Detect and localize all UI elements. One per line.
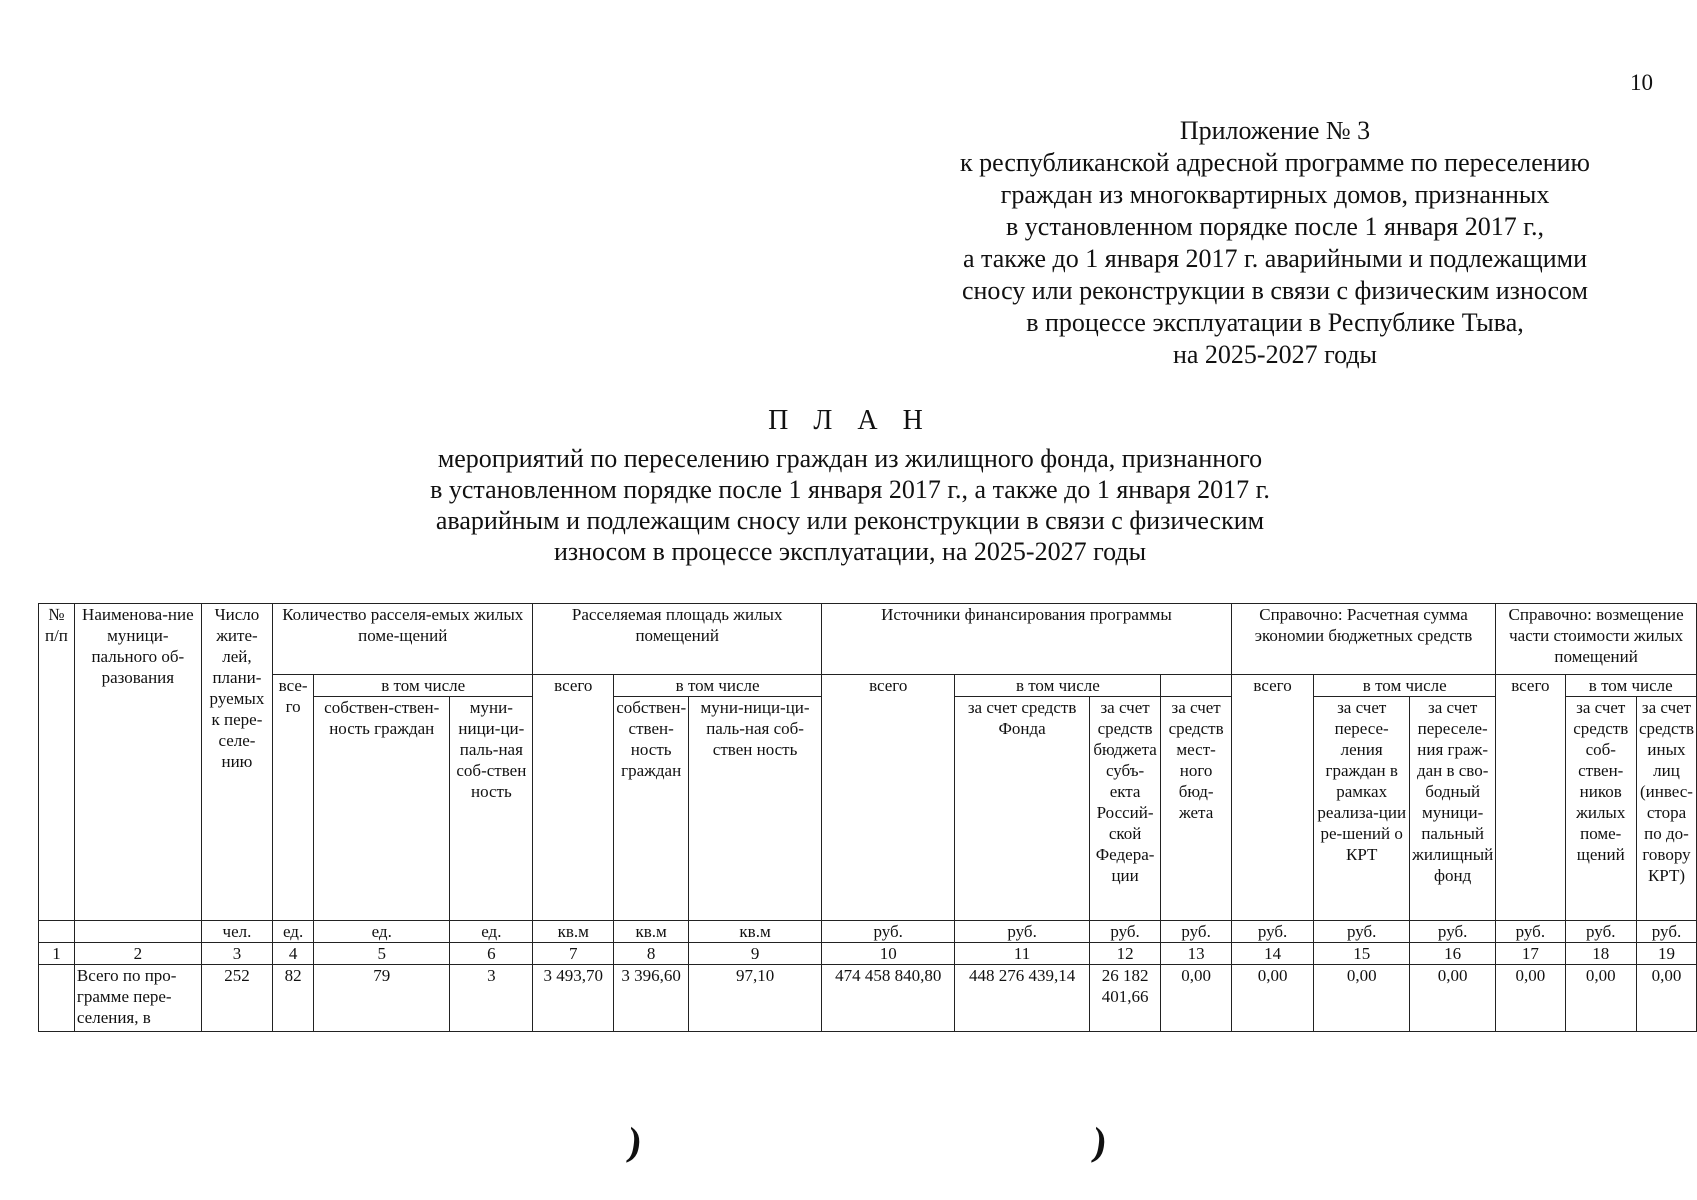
appendix-line: сносу или реконструкции в связи с физическим износом <box>961 276 1589 305</box>
column-number: 4 <box>273 943 314 965</box>
row-cell: 252 <box>201 965 272 1032</box>
row-cell: 97,10 <box>689 965 822 1032</box>
row-cell: 448 276 439,14 <box>955 965 1089 1032</box>
row-cell: 82 <box>273 965 314 1032</box>
header-rooms-own: собствен-ствен-ность граждан <box>314 697 450 921</box>
header-subject-budget: за счет средств бюджета субъ-екта Россий-ской Федера-ции <box>1089 697 1161 921</box>
signature-mark: ) <box>624 1118 645 1165</box>
row-cell: 0,00 <box>1636 965 1696 1032</box>
row-cell: 0,00 <box>1314 965 1410 1032</box>
header-fund: за счет средств Фонда <box>955 697 1089 921</box>
column-number: 3 <box>201 943 272 965</box>
unit-cell: руб. <box>1314 921 1410 943</box>
unit-cell: ед. <box>450 921 533 943</box>
column-number: 13 <box>1161 943 1232 965</box>
header-refund-total: всего <box>1496 675 1565 921</box>
header-area-municipal: муни-ници-ци-паль-ная соб-ствен ность <box>689 697 822 921</box>
header-refund-incl: в том числе <box>1565 675 1697 697</box>
header-rooms-total: все-го <box>273 675 314 921</box>
plan-table <box>38 603 1697 1032</box>
column-number: 18 <box>1565 943 1636 965</box>
unit-cell: руб. <box>1410 921 1496 943</box>
column-number: 17 <box>1496 943 1565 965</box>
column-number: 11 <box>955 943 1089 965</box>
row-cell: 3 <box>450 965 533 1032</box>
header-finance-incl: в том числе <box>955 675 1161 697</box>
row-num <box>39 965 75 1032</box>
column-number: 12 <box>1089 943 1161 965</box>
row-cell: 79 <box>314 965 450 1032</box>
row-cell: 0,00 <box>1231 965 1313 1032</box>
column-number: 16 <box>1410 943 1496 965</box>
column-number: 8 <box>614 943 689 965</box>
header-area-group: Расселяемая площадь жилых помещений <box>533 604 822 675</box>
row-cell: 3 396,60 <box>614 965 689 1032</box>
header-krt: за счет пересе-ления граждан в рамках реализа-ции ре-шений о КРТ <box>1314 697 1410 921</box>
header-rooms-incl: в том числе <box>314 675 533 697</box>
unit-name-blank <box>74 921 201 943</box>
row-cell: 3 493,70 <box>533 965 614 1032</box>
header-rooms-municipal: муни-ници-ци-паль-ная соб-ствен ность <box>450 697 533 921</box>
plan-subtitle-line: износом в процессе эксплуатации, на 2025-2027 годы <box>553 537 1147 566</box>
header-area-incl: в том числе <box>614 675 822 697</box>
appendix-line: граждан из многоквартирных домов, признанных <box>1000 180 1550 209</box>
header-area-total: всего <box>533 675 614 921</box>
row-cell: 0,00 <box>1161 965 1232 1032</box>
row-name: Всего по про-грамме пере-селения, в <box>74 965 201 1032</box>
row-cell: 0,00 <box>1410 965 1496 1032</box>
unit-cell: руб. <box>955 921 1089 943</box>
appendix-line: Приложение № 3 <box>1179 116 1371 145</box>
appendix-line: в установленном порядке после 1 января 2017 г., <box>1006 212 1544 241</box>
column-number: 1 <box>39 943 75 965</box>
column-number: 2 <box>74 943 201 965</box>
appendix-line: на 2025-2027 годы <box>1172 340 1378 369</box>
header-investor: за счет средств иных лиц (инвес-стора по до-говору КРТ) <box>1636 697 1696 921</box>
unit-cell: кв.м <box>689 921 822 943</box>
header-finance-total: всего <box>822 675 955 921</box>
unit-cell: чел. <box>201 921 272 943</box>
column-number: 6 <box>450 943 533 965</box>
appendix-line: к республиканской адресной программе по переселению <box>960 148 1590 177</box>
unit-cell: руб. <box>822 921 955 943</box>
unit-cell: кв.м <box>533 921 614 943</box>
header-finance-group: Источники финансирования программы <box>822 604 1232 675</box>
plan-subtitle-line: аварийным и подлежащим сносу или реконструкции в связи с физическим <box>435 506 1265 535</box>
appendix-line: в процессе эксплуатации в Республике Тыва, <box>1026 308 1524 337</box>
header-area-own: собствен-ствен-ность граждан <box>614 697 689 921</box>
plan-subtitle-line: мероприятий по переселению граждан из жилищного фонда, признанного <box>437 444 1263 473</box>
page-number: 10 <box>1630 70 1653 95</box>
unit-cell: руб. <box>1231 921 1313 943</box>
column-number: 9 <box>689 943 822 965</box>
appendix-header <box>900 115 1650 371</box>
appendix-line: а также до 1 января 2017 г. аварийными и подлежащими <box>962 244 1588 273</box>
header-owners: за счет средств соб-ствен-ников жилых поме-щений <box>1565 697 1636 921</box>
plan-subtitle <box>300 443 1400 567</box>
unit-num-blank <box>39 921 75 943</box>
plan-title: П Л А Н <box>768 405 932 436</box>
header-finance-blank <box>1161 675 1232 697</box>
header-residents: Число жите-лей, плани-руемых к пере-селе-нию <box>201 604 272 921</box>
unit-cell: ед. <box>314 921 450 943</box>
plan-subtitle-line: в установленном порядке после 1 января 2017 г., а также до 1 января 2017 г. <box>430 475 1270 504</box>
unit-cell: руб. <box>1636 921 1696 943</box>
row-cell: 0,00 <box>1565 965 1636 1032</box>
row-cell: 0,00 <box>1496 965 1565 1032</box>
row-cell: 474 458 840,80 <box>822 965 955 1032</box>
header-economy-total: всего <box>1231 675 1313 921</box>
header-municipality: Наименова-ние муници-пального об-разования <box>74 604 201 921</box>
unit-cell: руб. <box>1496 921 1565 943</box>
signature-mark: ) <box>1089 1118 1110 1165</box>
header-rooms-group: Количество расселя-емых жилых поме-щений <box>273 604 533 675</box>
header-refund-group: Справочно: возмещение части стоимости жилых помещений <box>1496 604 1697 675</box>
header-num: № п/п <box>39 604 75 921</box>
column-number: 7 <box>533 943 614 965</box>
row-cell: 26 182 401,66 <box>1089 965 1161 1032</box>
unit-cell: руб. <box>1161 921 1232 943</box>
header-free-fund: за счет переселе-ния граж-дан в сво-бодный муници-пальный жилищный фонд <box>1410 697 1496 921</box>
column-number: 5 <box>314 943 450 965</box>
header-local-budget: за счет средств мест-ного бюд-жета <box>1161 697 1232 921</box>
unit-cell: руб. <box>1565 921 1636 943</box>
column-number: 14 <box>1231 943 1313 965</box>
table-row <box>39 965 1697 1032</box>
column-number: 10 <box>822 943 955 965</box>
column-number: 19 <box>1636 943 1696 965</box>
unit-cell: ед. <box>273 921 314 943</box>
unit-cell: руб. <box>1089 921 1161 943</box>
header-economy-incl: в том числе <box>1314 675 1496 697</box>
header-economy-group: Справочно: Расчетная сумма экономии бюджетных средств <box>1231 604 1495 675</box>
column-number: 15 <box>1314 943 1410 965</box>
unit-cell: кв.м <box>614 921 689 943</box>
